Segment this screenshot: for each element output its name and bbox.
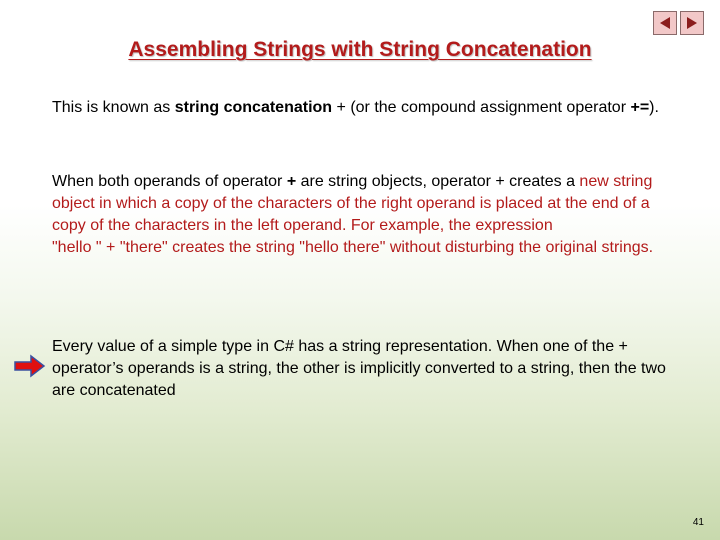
slide-navigation (653, 11, 704, 35)
plus-operator: + (332, 99, 351, 116)
next-slide-button[interactable] (680, 11, 704, 35)
triangle-left-icon (657, 15, 673, 31)
slide-title: Assembling Strings with String Concatenation (128, 38, 592, 61)
plus-operator: + (282, 173, 301, 190)
previous-slide-button[interactable] (653, 11, 677, 35)
text-segment: are string objects, operator + creates a (300, 173, 580, 190)
text-segment: Every value of a simple type in C# has a string representation. When one of the + operator’s operands is a string, the other is implicitly converted to a string, then the two are concatenated (52, 338, 666, 399)
code-example-red: "hello " + "there" creates the string "hello there" without disturbing the original strings. (52, 239, 654, 256)
paragraph-simple-type-conversion (52, 336, 682, 402)
paragraph-concatenation-intro (52, 97, 682, 119)
term-string-concatenation: string concatenation (174, 99, 333, 116)
arrow-right-icon (14, 354, 46, 383)
text-segment: ). (649, 99, 659, 116)
text-segment-red: new string object in which a copy of the characters of the right operand is placed at the end of a copy of the characters in the left operand. For example, the expression (52, 173, 653, 234)
paragraph-operands-explanation (52, 171, 682, 259)
text-segment: This is known as (52, 99, 175, 116)
triangle-right-icon (684, 15, 700, 31)
compound-assignment-operator: += (630, 99, 650, 116)
text-segment: When both operands of operator (52, 173, 283, 190)
text-segment: (or the compound assignment operator (350, 99, 631, 116)
page-number: 41 (692, 517, 704, 528)
